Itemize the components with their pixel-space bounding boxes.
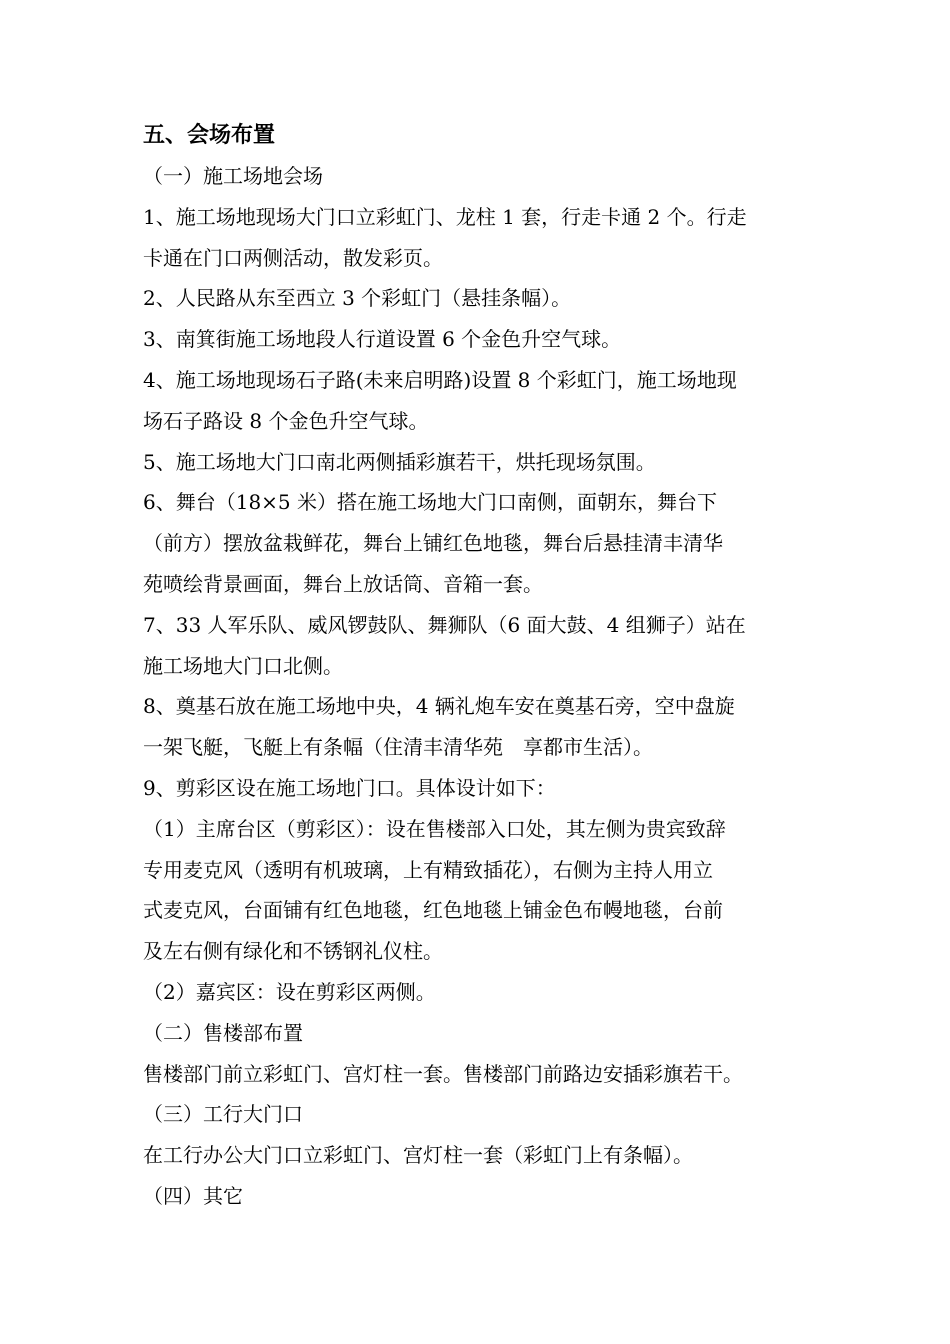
subsection-title-sales-office: （二）售楼部布置 — [143, 1020, 303, 1045]
text-line: 卡通在门口两侧活动，散发彩页。 — [143, 245, 443, 270]
section-heading: 五、会场布置 — [143, 123, 276, 148]
text-line: （2）嘉宾区：设在剪彩区两侧。 — [143, 979, 436, 1004]
text-line: 6、舞台（18×5 米）搭在施工场地大门口南侧，面朝东，舞台下 — [143, 490, 718, 515]
text-line: 1、施工场地现场大门口立彩虹门、龙柱 1 套，行走卡通 2 个。行走 — [143, 204, 747, 229]
subsection-title-construction-site: （一）施工场地会场 — [143, 164, 323, 188]
text-line: 7、33 人军乐队、威风锣鼓队、舞狮队（6 面大鼓、4 组狮子）站在 — [143, 612, 746, 637]
text-line: 售楼部门前立彩虹门、宫灯柱一套。售楼部门前路边安插彩旗若干。 — [143, 1061, 743, 1086]
text-line: 2、人民路从东至西立 3 个彩虹门（悬挂条幅）。 — [143, 286, 572, 311]
text-line: 4、施工场地现场石子路(未来启明路)设置 8 个彩虹门，施工场地现 — [143, 367, 737, 392]
text-line: 在工行办公大门口立彩虹门、宫灯柱一套（彩虹门上有条幅）。 — [143, 1143, 693, 1168]
text-line: 及左右侧有绿化和不锈钢礼仪柱。 — [143, 939, 443, 964]
subsection-title-bank-gate: （三）工行大门口 — [143, 1102, 303, 1127]
subsection-title-other: （四）其它 — [143, 1183, 243, 1208]
text-line: 9、剪彩区设在施工场地门口。具体设计如下： — [143, 775, 556, 800]
text-line: 3、南箕街施工场地段人行道设置 6 个金色升空气球。 — [143, 327, 622, 352]
text-line: （前方）摆放盆栽鲜花，舞台上铺红色地毯，舞台后悬挂清丰清华 — [143, 531, 723, 556]
text-line: 场石子路设 8 个金色升空气球。 — [143, 408, 429, 433]
document-page — [143, 116, 813, 1217]
text-line: 8、奠基石放在施工场地中央，4 辆礼炮车安在奠基石旁，空中盘旋 — [143, 694, 735, 719]
text-line: （1）主席台区（剪彩区）：设在售楼部入口处，其左侧为贵宾致辞 — [143, 816, 726, 841]
text-line: 式麦克风，台面铺有红色地毯，红色地毯上铺金色布幔地毯，台前 — [143, 898, 723, 923]
text-line: 专用麦克风（透明有机玻璃，上有精致插花），右侧为主持人用立 — [143, 857, 713, 882]
text-line: 一架飞艇，飞艇上有条幅（住清丰清华苑 享都市生活）。 — [143, 735, 653, 760]
text-line: 苑喷绘背景画面，舞台上放话筒、音箱一套。 — [143, 571, 543, 596]
text-line: 5、施工场地大门口南北两侧插彩旗若干，烘托现场氛围。 — [143, 449, 656, 474]
text-line: 施工场地大门口北侧。 — [143, 653, 343, 678]
